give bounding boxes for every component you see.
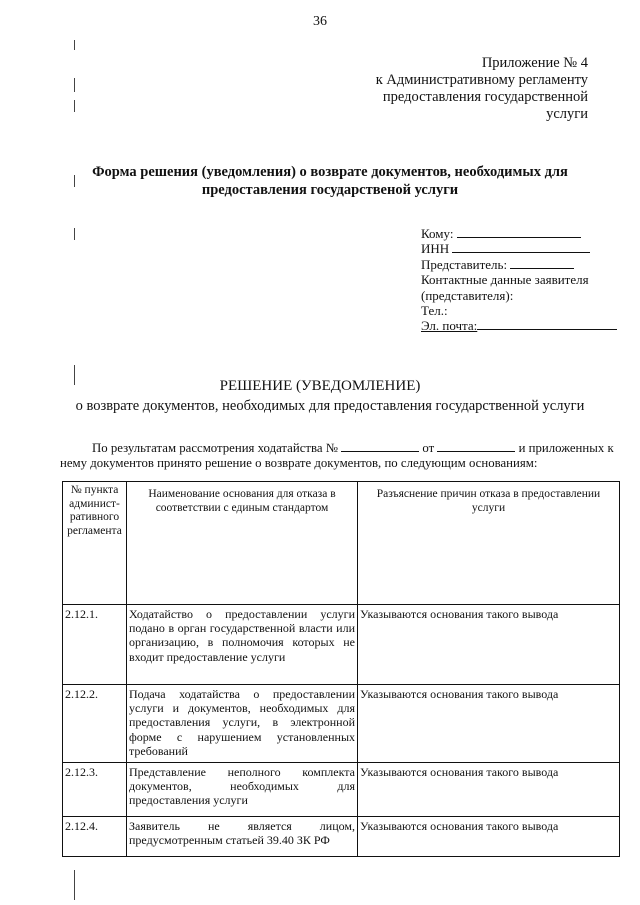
grounds-table <box>62 481 620 857</box>
intro-paragraph <box>60 440 626 471</box>
row-expl: Указываются основания такого вывода <box>358 763 620 817</box>
scan-margin-mark <box>74 100 75 112</box>
table-header-row <box>63 482 620 605</box>
intro-part2: от <box>422 441 435 455</box>
representative-label: Представитель: <box>421 256 508 272</box>
petition-number-field[interactable] <box>341 440 419 452</box>
page-number: 36 <box>313 14 327 29</box>
decision-subtitle: о возврате документов, необходимых для предоставления государственной услуги <box>75 398 585 414</box>
row-name: Подача ходатайства о предоставлении услуги и документов, необходимых для предоставления услуги, в электронной форме с нарушением установленных требований <box>127 685 358 763</box>
recipient-to <box>421 226 621 241</box>
appendix-line: к Административному регламенту <box>375 72 588 88</box>
row-num: 2.12.2. <box>63 685 127 763</box>
row-name: Представление неполного комплекта документов, необходимых для предоставления услуги <box>127 763 358 817</box>
scan-margin-mark <box>74 228 75 240</box>
email-field[interactable] <box>477 318 617 330</box>
recipient-block <box>421 226 621 334</box>
appendix-line: предоставления государственной <box>382 89 588 105</box>
appendix-line: Приложение № 4 <box>481 55 588 71</box>
inn-label: ИНН <box>421 241 450 257</box>
email-label: Эл. почта: <box>421 318 478 334</box>
intro-part1: По результатам рассмотрения ходатайства № <box>92 441 338 455</box>
row-expl: Указываются основания такого вывода <box>358 817 620 857</box>
appendix-reference <box>328 55 588 123</box>
row-expl: Указываются основания такого вывода <box>358 685 620 763</box>
row-name: Ходатайство о предоставлении услуги подано в орган государственной власти или организацию, в полномочия которых не входит предоставление услуги <box>127 605 358 685</box>
representative-field[interactable] <box>510 257 574 269</box>
scan-margin-mark <box>74 40 75 50</box>
to-field[interactable] <box>457 226 581 238</box>
row-num: 2.12.4. <box>63 817 127 857</box>
intro-part3: и приложенных к нему документов принято решение о возврате документов, по следующим основаниям: <box>60 441 614 470</box>
table-row <box>63 685 620 763</box>
scan-margin-mark <box>74 78 75 92</box>
recipient-email <box>421 318 621 333</box>
table-row <box>63 605 620 685</box>
recipient-representative <box>421 257 621 272</box>
form-title-line: предоставления государственой услуги <box>201 182 459 198</box>
recipient-inn <box>421 241 621 256</box>
header-expl: Разъяснение причин отказа в предоставлении услуги <box>358 482 620 605</box>
table-row <box>63 817 620 857</box>
row-expl: Указываются основания такого вывода <box>358 605 620 685</box>
phone-label: Тел.: <box>421 303 448 319</box>
decision-title: РЕШЕНИЕ (УВЕДОМЛЕНИЕ) <box>219 378 421 394</box>
petition-date-field[interactable] <box>437 440 515 452</box>
table-row <box>63 763 620 817</box>
form-title-line: Форма решения (уведомления) о возврате документов, необходимых для <box>92 164 568 180</box>
row-num: 2.12.1. <box>63 605 127 685</box>
recipient-phone <box>421 303 621 318</box>
inn-field[interactable] <box>452 241 590 253</box>
appendix-line: услуги <box>546 106 588 122</box>
to-label: Кому: <box>421 226 454 241</box>
row-num: 2.12.3. <box>63 763 127 817</box>
contacts-line: (представителя): <box>421 287 514 303</box>
form-title <box>60 163 600 199</box>
row-name: Заявитель не является лицом, предусмотренным статьей 39.40 ЗК РФ <box>127 817 358 857</box>
header-name: Наименование основания для отказа в соответствии с единым стандартом <box>127 482 358 605</box>
scan-margin-mark <box>74 870 75 900</box>
contacts-line: Контактные данные заявителя <box>421 272 589 288</box>
header-num: № пункта админист-ративного регламента <box>63 482 127 605</box>
